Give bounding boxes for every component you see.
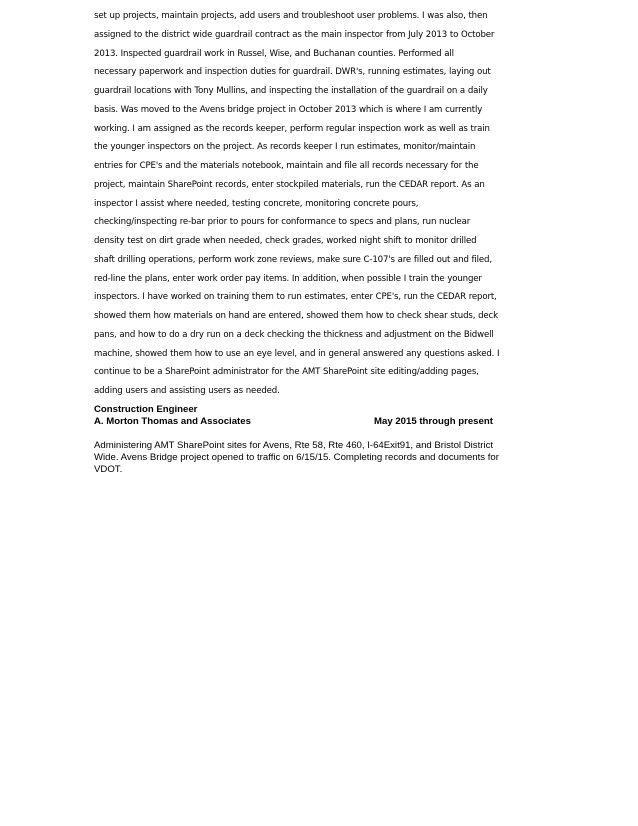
paragraph-line: inspector I assist where needed, testing concrete, monitoring concrete pours, [94, 198, 419, 209]
job-title: Construction Engineer [94, 404, 198, 415]
paragraph-line: project, maintain SharePoint records, enter stockpiled materials, run the CEDAR report. As an [94, 179, 485, 190]
paragraph-line: assigned to the district wide guardrail contract as the main inspector from July 2013 to October [94, 29, 495, 40]
paragraph-line: showed them how materials on hand are entered, showed them how to check shear studs, deck [94, 311, 498, 321]
paragraph-line: shaft drilling operations, perform work zone reviews, make sure C-107's are filled out and filed, [94, 254, 492, 265]
paragraph-line: set up projects, maintain projects, add users and troubleshoot user problems. I was also, then [94, 11, 488, 21]
paragraph-line: working. I am assigned as the records keeper, perform regular inspection work as well as train [94, 123, 490, 134]
paragraph-line: necessary paperwork and inspection duties for guardrail. DWR's, running estimates, laying out [94, 67, 491, 78]
paragraph-line: continue to be a SharePoint administrator for the AMT SharePoint site editing/adding pages, [94, 367, 479, 378]
paragraph-line: checking/inspecting re-bar prior to pours for conformance to specs and plans, run nuclear [94, 217, 471, 228]
job-employer-row [94, 416, 554, 428]
paragraph-line: density test on dirt grade when needed, check grades, worked night shift to monitor drilled [94, 236, 477, 246]
job-description [94, 440, 554, 476]
paragraph-line: basis. Was moved to the Avens bridge project in October 2013 which is where I am currently [94, 104, 483, 115]
job-dates: May 2015 through present [374, 416, 493, 427]
paragraph-line: pans, and how to do a dry run on a deck checking the thickness and adjustment on the Bidwell [94, 329, 494, 340]
experience-paragraph [94, 7, 554, 401]
paragraph-line: adding users and assisting users as needed. [94, 386, 280, 396]
paragraph-line: machine, showed them how to use an eye level, and in general answered any questions asked. I [94, 348, 500, 359]
paragraph-line: inspectors. I have worked on training them to run estimates, enter CPE's, run the CEDAR report, [94, 292, 497, 303]
job-employer: A. Morton Thomas and Associates [94, 416, 251, 427]
job-description-line: Wide. Avens Bridge project opened to traffic on 6/15/15. Completing records and documents for [94, 452, 499, 463]
job-entry [94, 404, 554, 476]
paragraph-line: red-line the plans, enter work order pay items. In addition, when possible I train the younger [94, 273, 482, 284]
paragraph-line: guardrail locations with Tony Mullins, and inspecting the installation of the guardrail on a daily [94, 86, 488, 96]
job-description-line: VDOT. [94, 464, 123, 475]
job-description-line: Administering AMT SharePoint sites for Avens, Rte 58, Rte 460, I-64Exit91, and Bristol District [94, 440, 494, 451]
paragraph-line: the younger inspectors on the project. As records keeper I run estimates, monitor/maintain [94, 142, 476, 153]
paragraph-line: entries for CPE's and the materials notebook, maintain and file all records necessary for the [94, 161, 479, 171]
paragraph-line: 2013. Inspected guardrail work in Russel, Wise, and Buchanan counties. Performed all [94, 48, 454, 59]
